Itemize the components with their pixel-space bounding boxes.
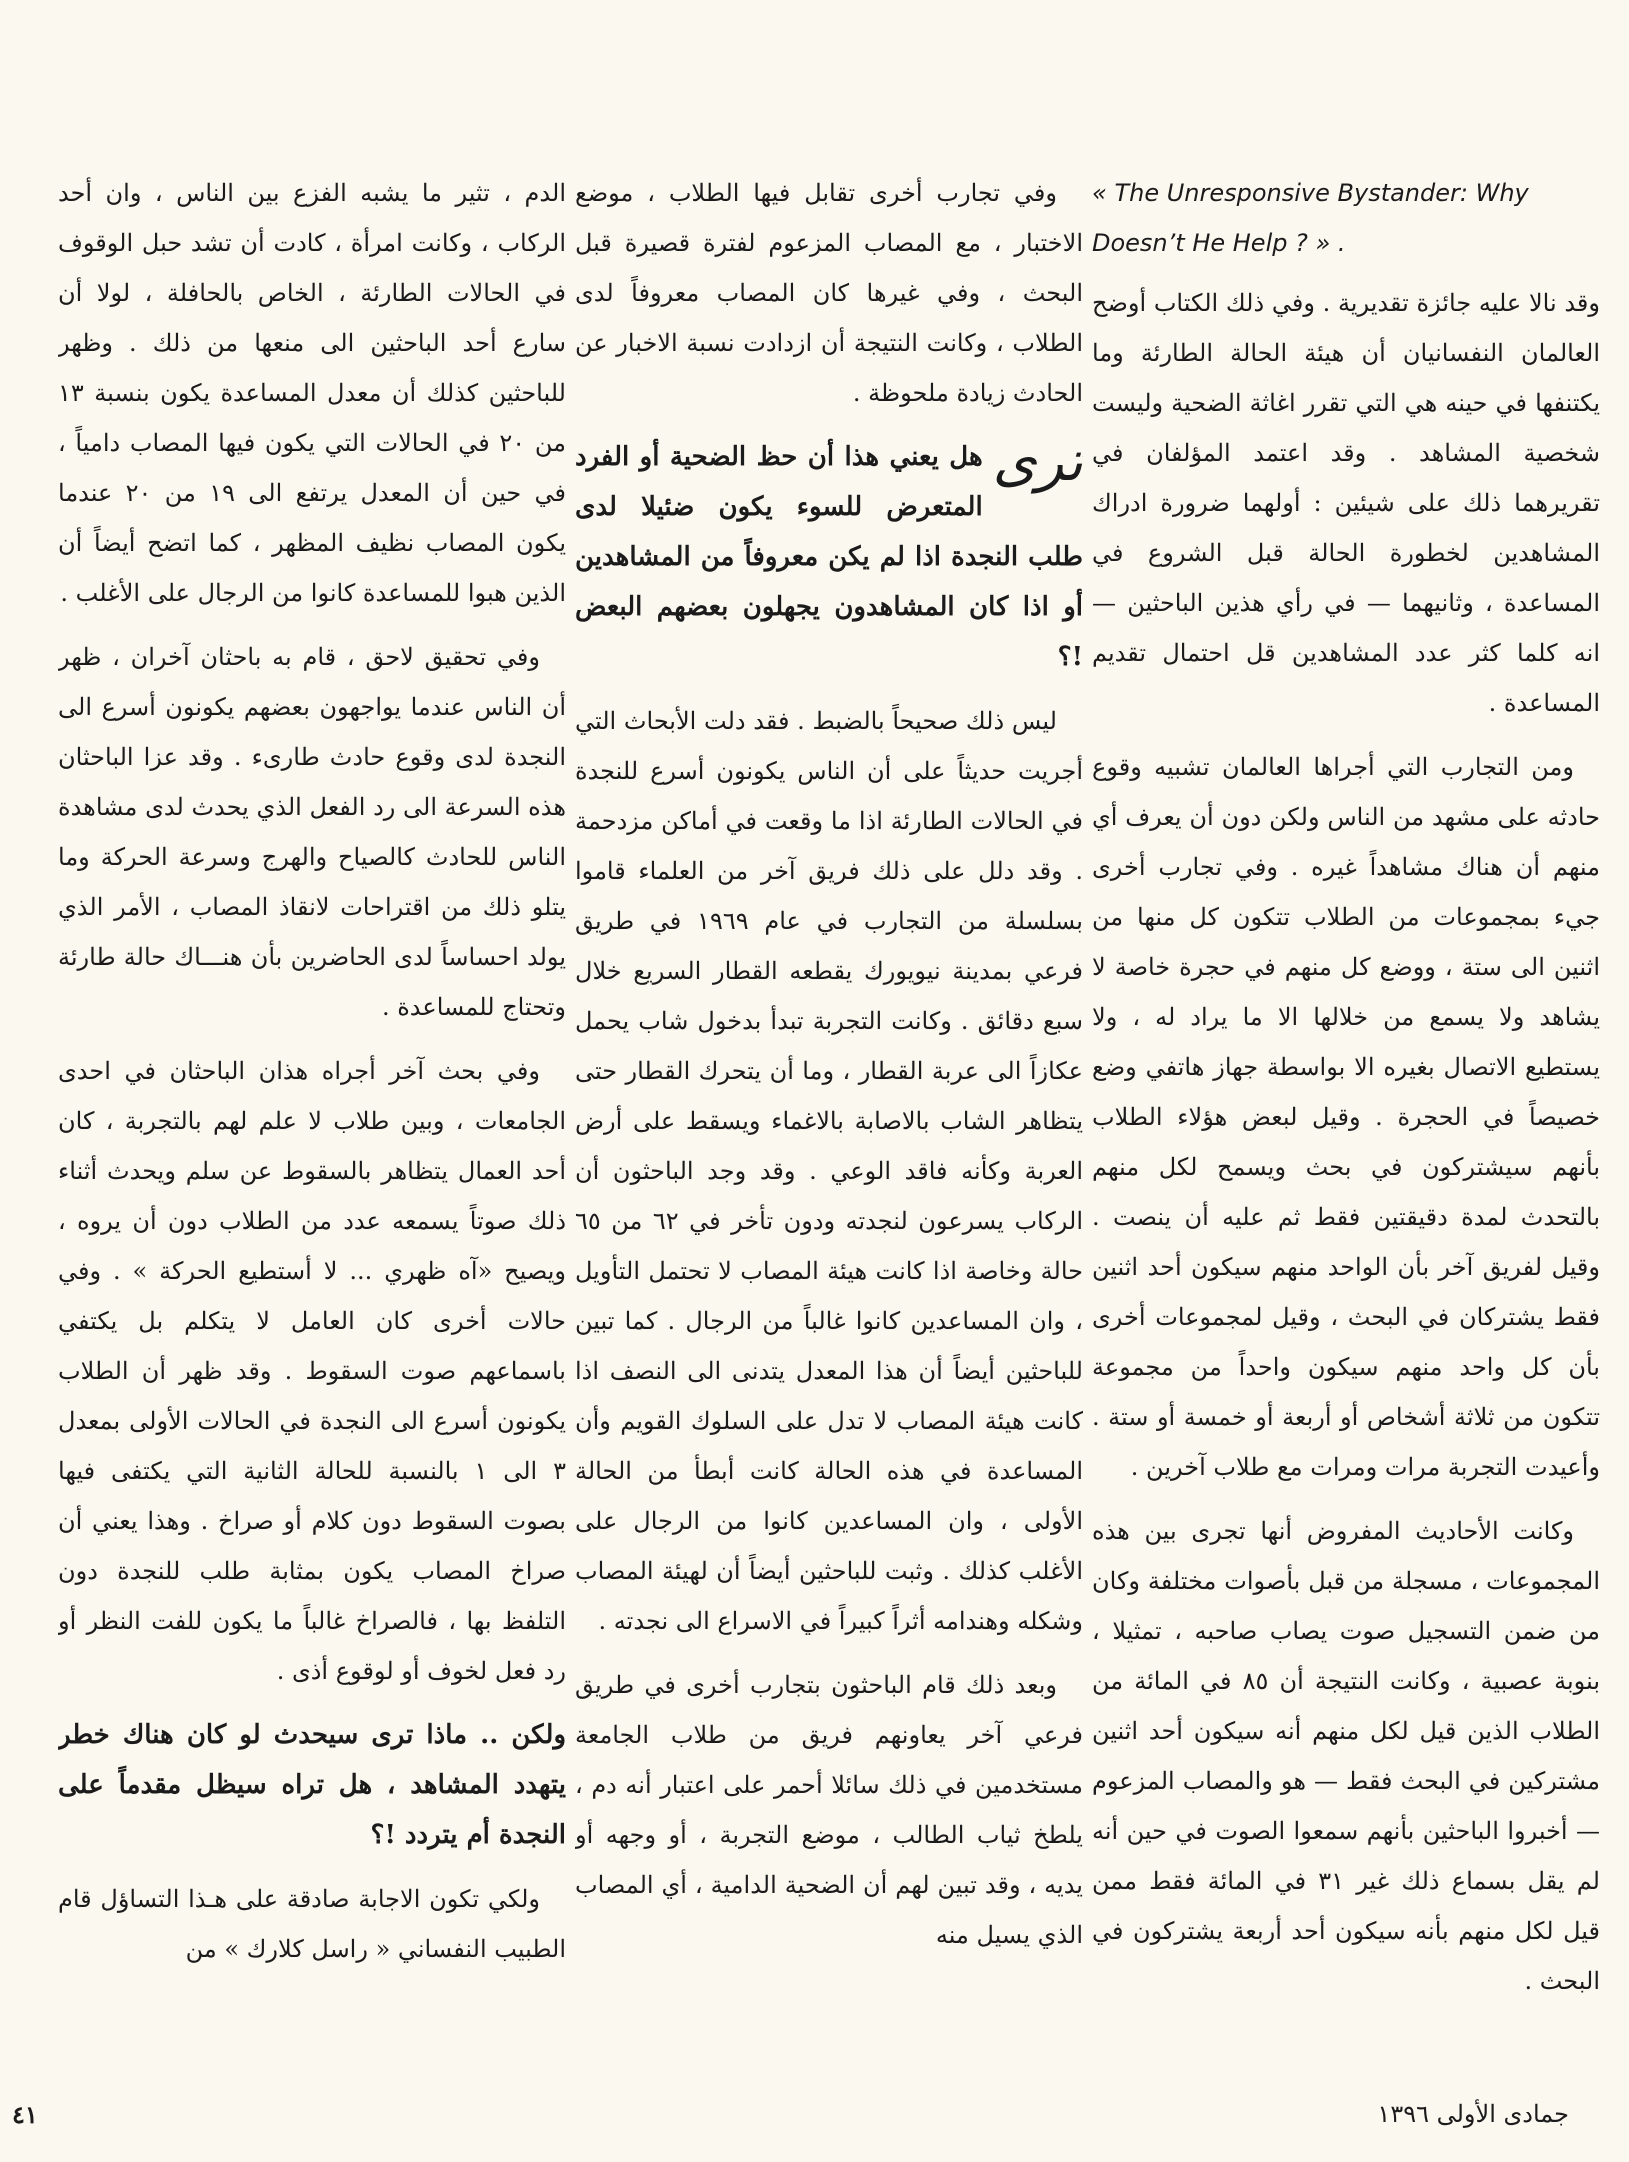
page-number: ٤١: [12, 2100, 38, 2129]
question-text: هل يعني هذا أن حظ الضحية أو الفرد المتعرض للسوء يكون ضئيلا لدى طلب النجدة اذا لم يكن معروفاً من المشاهدين أو اذا كان المشاهدون يجهلون بعضهم البعض !؟: [575, 442, 1083, 672]
text-column-middle: [575, 168, 1083, 2028]
article-paragraph: وفي تجارب أخرى تقابل فيها الطلاب ، موضع الاختبار ، مع المصاب المزعوم لفترة قصيرة قبل البحث ، وفي غيرها كان المصاب معروفاً لدى الطلاب ، وكانت النتيجة أن ازدادت نسبة الاخبار عن الحادث زيادة ملحوظة .: [575, 179, 1083, 407]
section-question: ولكن .. ماذا ترى سيحدث لو كان هناك خطر يتهدد المشاهد ، هل تراه سيظل مقدماً على النجدة أم يتردد !؟: [58, 1720, 566, 1850]
article-paragraph: وفي تحقيق لاحق ، قام به باحثان آخران ، ظهر أن الناس عندما يواجهون بعضهم يكونون أسرع الى النجدة لدى وقوع حادث طارىء . وقد عزا الباحثان هذه السرعة الى رد الفعل الذي يحدث لدى مشاهدة الناس للحادث كالصياح والهرج وسرعة الحركة وما يتلو ذلك من اقتراحات لانقاذ المصاب ، الأمر الذي يولد احساساً لدى الحاضرين بأن هنـــاك حالة طارئة وتحتاج للمساعدة .: [58, 643, 566, 1021]
page-footer: [0, 2100, 1629, 2140]
article-paragraph: ليس ذلك صحيحاً بالضبط . فقد دلت الأبحاث التي أجريت حديثاً على أن الناس يكونون أسرع للنجدة في الحالات الطارئة اذا ما وقعت في أماكن مزدحمة . وقد دلل على ذلك فريق آخر من العلماء قاموا بسلسلة من التجارب في عام ١٩٦٩ في طريق فرعي بمدينة نيويورك يقطعه القطار السريع خلال سبع دقائق . وكانت التجربة تبدأ بدخول شاب يحمل عكازاً الى عربة القطار ، وما أن يتحرك القطار حتى يتظاهر الشاب بالاصابة بالاغماء ويسقط على أرض العربة وكأنه فاقد الوعي . وقد وجد الباحثون أن الركاب يسرعون لنجدته ودون تأخر في ٦٢ من ٦٥ حالة وخاصة اذا كانت هيئة المصاب لا تحتمل التأويل ، وان المساعدين كانوا غالباً من الرجال . كما تبين للباحثين أيضاً أن هذا المعدل يتدنى الى النصف اذا كانت هيئة المصاب لا تدل على السلوك القويم وأن المساعدة في هذه الحالة كانت أبطأ من الحالة الأولى ، وان المساعدين كانوا من الرجال على الأغلب كذلك . وثبت للباحثين أيضاً أن لهيئة المصاب وشكله وهندامه أثراً كبيراً في الاسراع الى نجدته .: [575, 707, 1083, 1635]
question-lead-word: ترى: [992, 429, 1083, 494]
article-paragraph: ولكي تكون الاجابة صادقة على هـذا التساؤل قام الطبيب النفساني « راسل كلارك » من: [58, 1885, 566, 1963]
issue-date: جمادى الأولى ١٣٩٦: [1377, 2100, 1569, 2128]
article-paragraph: الدم ، تثير ما يشبه الفزع بين الناس ، وان أحد الركاب ، وكانت امرأة ، كادت أن تشد حبل الوقوف في الحالات الطارئة ، الخاص بالحافلة ، لولا أن سارع أحد الباحثين الى منعها من ذلك . وظهر للباحثين كذلك أن معدل المساعدة يكون بنسبة ١٣ من ٢٠ في الحالات التي يكون فيها المصاب دامياً ، في حين أن المعدل يرتفع الى ١٩ من ٢٠ عندما يكون المصاب نظيف المظهر ، كما اتضح أيضاً أن الذين هبوا للمساعدة كانوا من الرجال على الأغلب .: [58, 179, 566, 607]
article-paragraph: وقد نالا عليه جائزة تقديرية . وفي ذلك الكتاب أوضح العالمان النفسانيان أن هيئة الحالة الطارئة وما يكتنفها في حينه هي التي تقرر اغاثة الضحية وليست شخصية المشاهد . وقد اعتمد المؤلفان في تقريرهما ذلك على شيئين : أولهما ضرورة ادراك المشاهدين لخطورة الحالة قبل الشروع في المساعدة ، وثانيهما — في رأي هذين الباحثين — انه كلما كثر عدد المشاهدين قل احتمال تقديم المساعدة .: [1092, 289, 1600, 717]
article-paragraph: وبعد ذلك قام الباحثون بتجارب أخرى في طريق فرعي آخر يعاونهم فريق من طلاب الجامعة مستخدمين في ذلك سائلا أحمر على اعتبار أنه دم ، يلطخ ثياب الطالب ، موضع التجربة ، أو وجهه أو يديه ، وقد تبين لهم أن الضحية الدامية ، أي المصاب الذي يسيل منه: [575, 1671, 1083, 1949]
text-column-right: [1092, 168, 1600, 2028]
book-title-english: « The Unresponsive Bystander: Why Doesn’t He Help ? » .: [1092, 179, 1529, 257]
text-column-left: [58, 168, 566, 2028]
article-paragraph: ومن التجارب التي أجراها العالمان تشبيه وقوع حادثه على مشهد من الناس ولكن دون أن يعرف أي منهم أن هناك مشاهداً غيره . وفي تجارب أخرى جيء بمجموعات من الطلاب تتكون كل منها من اثنين الى ستة ، ووضع كل منهم في حجرة خاصة لا يشاهد ولا يسمع من خلالها الا ما يراد له ، ولا يستطيع الاتصال بغيره الا بواسطة جهاز هاتفي وضع خصيصاً في الحجرة . وقيل لبعض هؤلاء الطلاب بأنهم سيشتركون في بحث ويسمح لكل منهم بالتحدث لمدة دقيقتين فقط ثم عليه أن ينصت . وقيل لفريق آخر بأن الواحد منهم سيكون أحد اثنين فقط يشتركان في البحث ، وقيل لمجموعات أخرى بأن كل واحد منهم سيكون واحداً من مجموعة تتكون من ثلاثة أشخاص أو أربعة أو خمسة أو ستة . وأعيدت التجربة مرات ومرات مع طلاب آخرين .: [1092, 753, 1600, 1481]
section-question: [575, 429, 1083, 682]
article-paragraph: وكانت الأحاديث المفروض أنها تجرى بين هذه المجموعات ، مسجلة من قبل بأصوات مختلفة وكان من ضمن التسجيل صوت يصاب صاحبه ، تمثيلا ، بنوبة عصبية ، وكانت النتيجة أن ٨٥ في المائة من الطلاب الذين قيل لكل منهم أنه سيكون أحد اثنين مشتركين في البحث فقط — هو والمصاب المزعوم — أخبروا الباحثين بأنهم سمعوا الصوت في حين أنه لم يقل بسماع ذلك غير ٣١ في المائة فقط ممن قيل لكل منهم بأنه سيكون أحد أربعة يشتركون في البحث .: [1092, 1517, 1600, 1995]
article-paragraph: وفي بحث آخر أجراه هذان الباحثان في احدى الجامعات ، وبين طلاب لا علم لهم بالتجربة ، كان أحد العمال يتظاهر بالسقوط عن سلم ويحدث أثناء ذلك صوتاً يسمعه عدد من الطلاب دون أن يروه ، ويصيح «آه ظهري ... لا أستطيع الحركة » . وفي حالات أخرى كان العامل لا يتكلم بل يكتفي باسماعهم صوت السقوط . وقد ظهر أن الطلاب يكونون أسرع الى النجدة في الحالات الأولى بمعدل ٣ الى ١ بالنسبة للحالة الثانية التي يكتفى فيها بصوت السقوط دون كلام أو صراخ . وهذا يعني أن صراخ المصاب يكون بمثابة طلب للنجدة دون التلفظ بها ، فالصراخ غالباً ما يكون للفت النظر أو رد فعل لخوف أو لوقوع أذى .: [58, 1057, 566, 1685]
